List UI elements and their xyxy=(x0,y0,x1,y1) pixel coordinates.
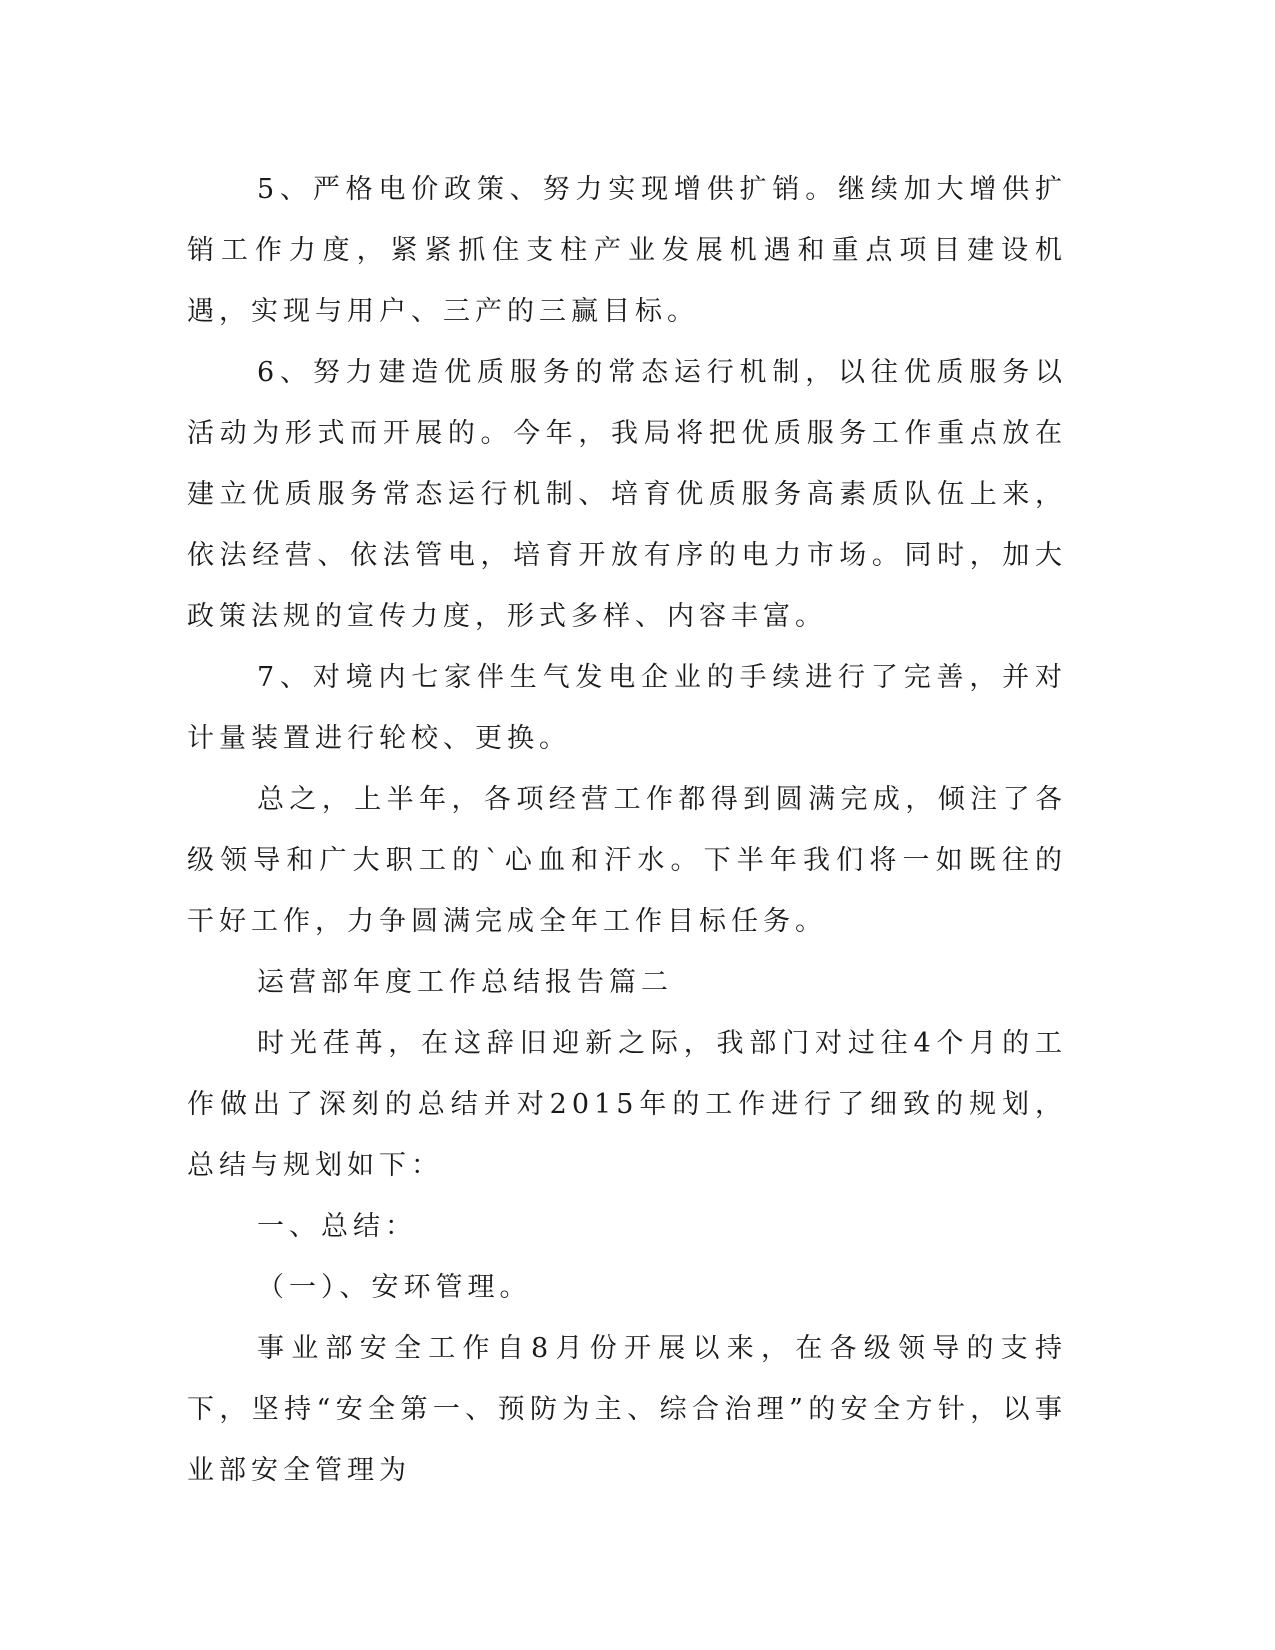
section-heading: 运营部年度工作总结报告篇二 xyxy=(257,967,673,998)
paragraph-conclusion: 总之，上半年，各项经营工作都得到圆满完成，倾注了各级领导和广大职工的`心血和汗水。下半年我们将一如既往的干好工作，力争圆满完成全年工作目标任务。 xyxy=(187,784,1067,937)
paragraph-item-6: 6、努力建造优质服务的常态运行机制，以往优质服务以活动为形式而开展的。今年，我局将把优质服务工作重点放在建立优质服务常态运行机制、培育优质服务高素质队伍上来，依法经营、依法管电，培育开放有序的电力市场。同时，加大政策法规的宣传力度，形式多样、内容丰富。 xyxy=(187,357,1067,632)
paragraph-item-5: 5、严格电价政策、努力实现增供扩销。继续加大增供扩销工作力度，紧紧抓住支柱产业发展机遇和重点项目建设机遇，实现与用户、三产的三赢目标。 xyxy=(187,174,1067,327)
document-body xyxy=(187,159,1067,1501)
subheading-safety: （一）、安环管理。 xyxy=(257,1272,532,1303)
subheading-summary: 一、总结： xyxy=(257,1211,417,1242)
paragraph-intro: 时光荏苒，在这辞旧迎新之际，我部门对过往4个月的工作做出了深刻的总结并对2015年的工作进行了细致的规划，总结与规划如下： xyxy=(187,1028,1067,1181)
paragraph-safety: 事业部安全工作自8月份开展以来，在各级领导的支持下，坚持“安全第一、预防为主、综合治理”的安全方针，以事业部安全管理为 xyxy=(187,1333,1067,1486)
paragraph-item-7: 7、对境内七家伴生气发电企业的手续进行了完善，并对计量装置进行轮校、更换。 xyxy=(187,662,1067,754)
